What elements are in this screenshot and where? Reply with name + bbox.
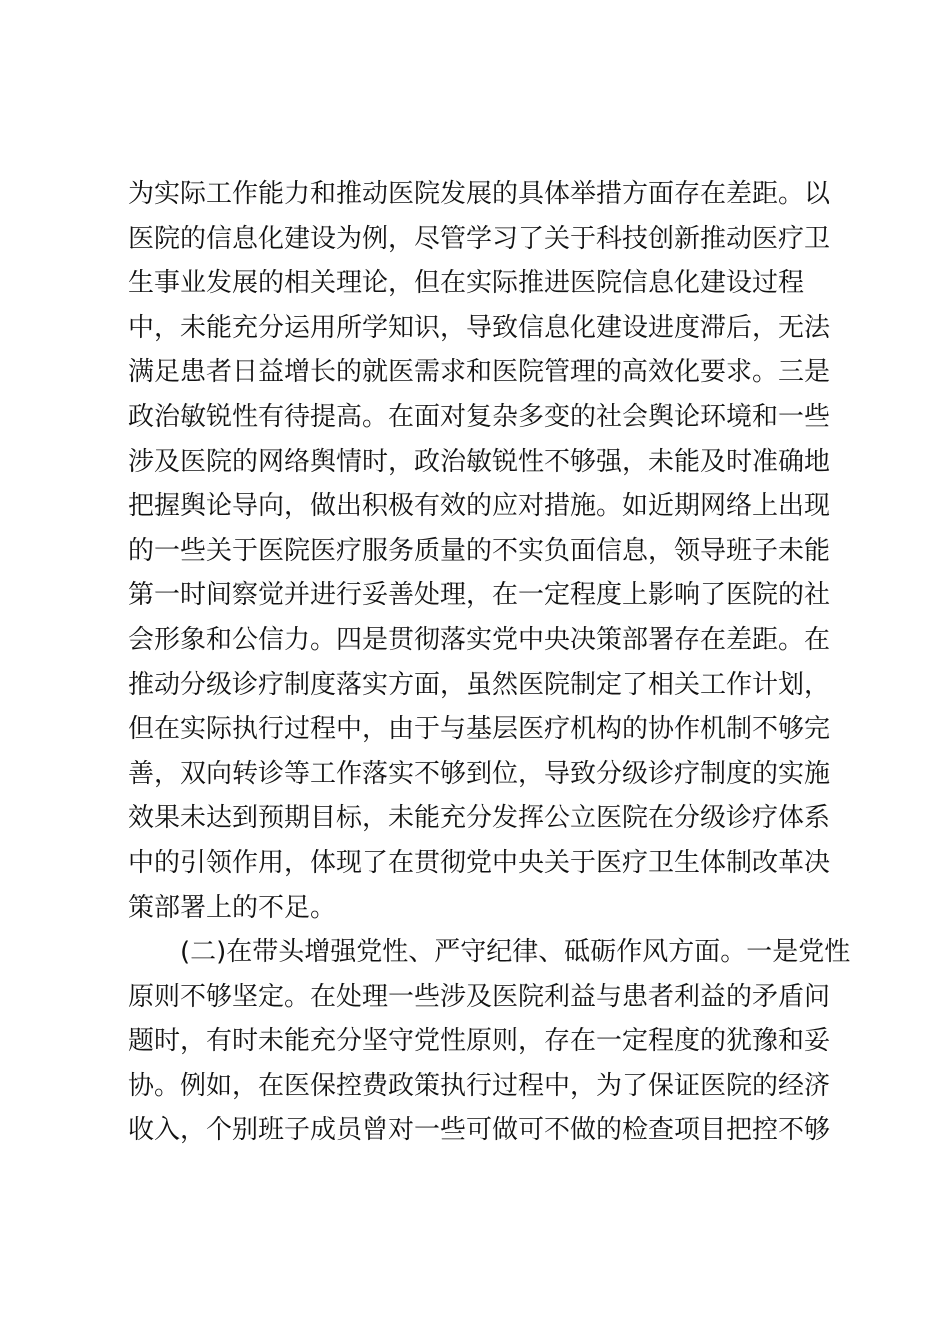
- text-line-7: 涉及医院的网络舆情时，政治敏锐性不够强，未能及时准确地: [128, 446, 831, 477]
- text-line-21: 协。例如，在医保控费政策执行过程中，为了保证医院的经济: [128, 1070, 831, 1101]
- text-line-17: 策部署上的不足。: [128, 892, 337, 923]
- text-line-14: 善，双向转诊等工作落实不够到位，导致分级诊疗制度的实施: [128, 758, 831, 789]
- text-line-18: (二)在带头增强党性、严守纪律、砥砺作风方面。一是党性: [180, 937, 851, 968]
- text-line-6: 政治敏锐性有待提高。在面对复杂多变的社会舆论环境和一些: [128, 401, 831, 432]
- text-line-1: 为实际工作能力和推动医院发展的具体举措方面存在差距。以: [128, 179, 831, 209]
- text-line-10: 第一时间察觉并进行妥善处理，在一定程度上影响了医院的社: [128, 580, 831, 611]
- text-line-9: 的一些关于医院医疗服务质量的不实负面信息，领导班子未能: [128, 535, 831, 566]
- text-line-13: 但在实际执行过程中，由于与基层医疗机构的协作机制不够完: [128, 714, 831, 745]
- body-text: [128, 172, 851, 1153]
- text-line-5: 满足患者日益增长的就医需求和医院管理的高效化要求。三是: [128, 357, 831, 388]
- text-line-20: 题时，有时未能充分坚守党性原则，存在一定程度的犹豫和妥: [128, 1026, 831, 1057]
- text-line-16: 中的引领作用，体现了在贯彻党中央关于医疗卫生体制改革决: [128, 847, 831, 878]
- text-line-4: 中，未能充分运用所学知识，导致信息化建设进度滞后，无法: [128, 312, 831, 343]
- text-line-22: 收入，个别班子成员曾对一些可做可不做的检查项目把控不够: [128, 1115, 831, 1146]
- text-line-8: 把握舆论导向，做出积极有效的应对措施。如近期网络上出现: [128, 491, 831, 522]
- text-line-12: 推动分级诊疗制度落实方面，虽然医院制定了相关工作计划，: [128, 669, 831, 700]
- text-line-3: 生事业发展的相关理论，但在实际推进医院信息化建设过程: [128, 268, 805, 299]
- text-line-15: 效果未达到预期目标，未能充分发挥公立医院在分级诊疗体系: [128, 803, 831, 834]
- text-line-11: 会形象和公信力。四是贯彻落实党中央决策部署存在差距。在: [128, 624, 831, 655]
- text-line-19: 原则不够坚定。在处理一些涉及医院利益与患者利益的矛盾问: [128, 981, 831, 1012]
- text-line-2: 医院的信息化建设为例，尽管学习了关于科技创新推动医疗卫: [128, 223, 831, 254]
